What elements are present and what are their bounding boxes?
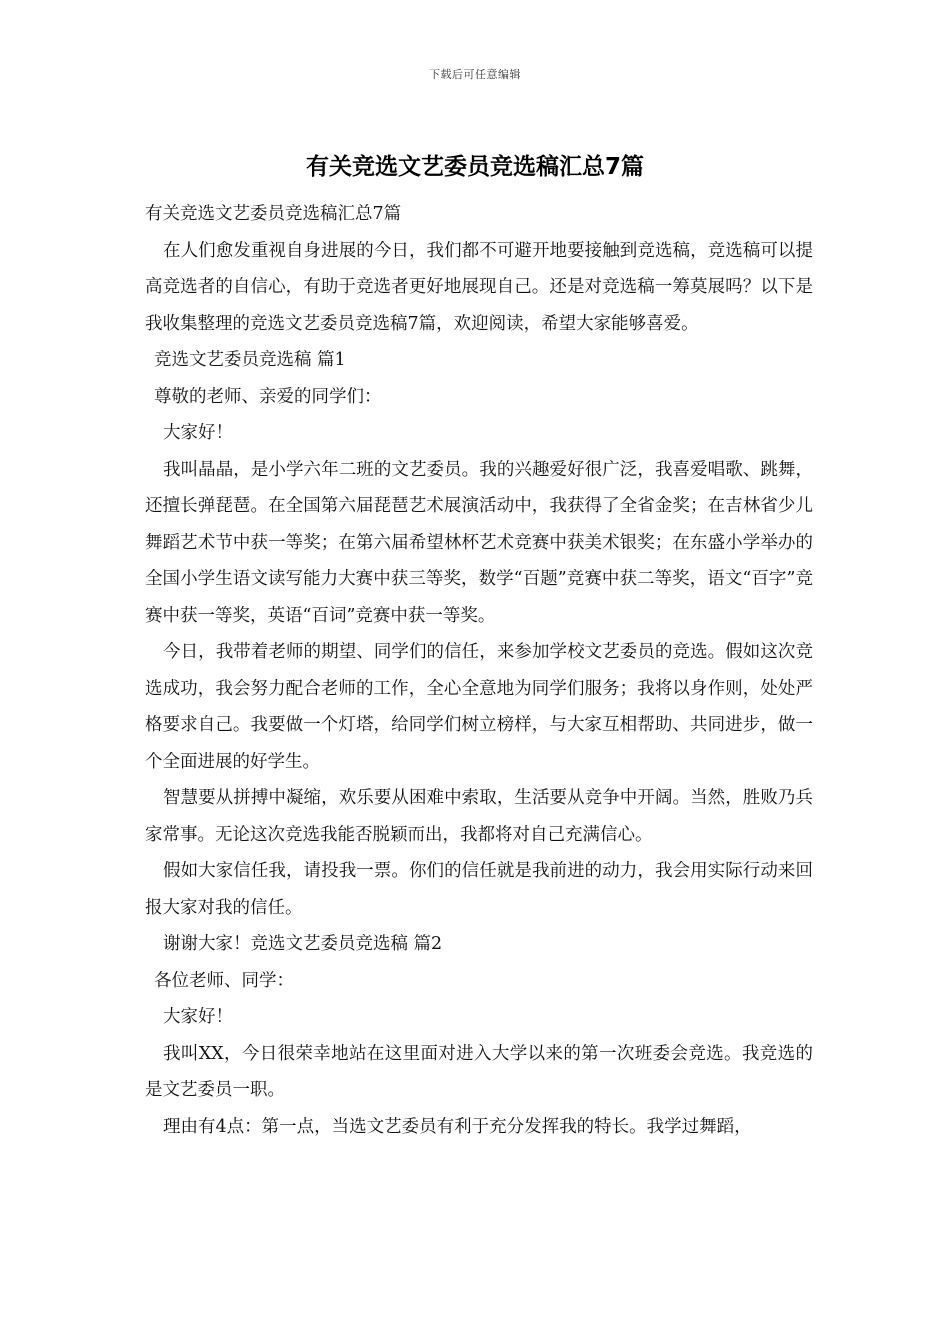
section-heading-1: 竞选文艺委员竞选稿 篇1 bbox=[154, 350, 346, 370]
body-paragraph: 智慧要从拼搏中凝缩，欢乐要从困难中索取，生活要从竞争中开阔。当然，胜败乃兵家常事。无论这次竞选我能否脱颖而出，我都将对自己充满信心。 bbox=[145, 788, 813, 845]
subtitle-paragraph: 有关竞选文艺委员竞选稿汇总7篇 bbox=[145, 204, 402, 224]
salutation: 尊敬的老师、亲爱的同学们： bbox=[154, 386, 382, 407]
body-paragraph: 我叫XX，今日很荣幸地站在这里面对进入大学以来的第一次班委会竞选。我竞选的是文艺委员一职。 bbox=[145, 1043, 813, 1100]
body-paragraph: 假如大家信任我，请投我一票。你们的信任就是我前进的动力，我会用实际行动来回报大家对我的信任。 bbox=[145, 861, 813, 918]
greeting: 大家好！ bbox=[163, 1007, 233, 1027]
document-title: 有关竞选文艺委员竞选稿汇总7篇 bbox=[305, 154, 644, 180]
greeting: 大家好！ bbox=[163, 423, 233, 443]
intro-paragraph: 在人们愈发重视自身进展的今日，我们都不可避开地要接触到竞选稿，竞选稿可以提高竞选者的自信心，有助于竞选者更好地展现自己。还是对竞选稿一筹莫展吗？以下是我收集整理的竞选文艺委员竞选稿7篇，欢迎阅读，希望大家能够喜爱。 bbox=[145, 240, 813, 334]
page-header-note: 下载后可任意编辑 bbox=[429, 68, 521, 81]
salutation: 各位老师、同学： bbox=[154, 970, 294, 991]
body-paragraph: 我叫晶晶，是小学六年二班的文艺委员。我的兴趣爱好很广泛，我喜爱唱歌、跳舞，还擅长弹琵琶。在全国第六届琵琶艺术展演活动中，我获得了全省金奖；在吉林省少儿舞蹈艺术节中获一等奖；在第六届希望林杯艺术竞赛中获美术银奖；在东盛小学举办的全国小学生语文读写能力大赛中获三等奖，数学“百题”竞赛中获二等奖，语文“百字”竞赛中获一等奖，英语“百词”竞赛中获一等奖。 bbox=[145, 459, 813, 626]
body-paragraph: 今日，我带着老师的期望、同学们的信任，来参加学校文艺委员的竞选。假如这次竞选成功，我会努力配合老师的工作，全心全意地为同学们服务；我将以身作则，处处严格要求自己。我要做一个灯塔，给同学们树立榜样，与大家互相帮助、共同进步，做一个全面进展的好学生。 bbox=[145, 642, 813, 772]
document-body bbox=[145, 196, 813, 1145]
closing-and-section-heading-2: 谢谢大家！竞选文艺委员竞选稿 篇2 bbox=[163, 934, 443, 954]
body-paragraph: 理由有4点：第一点，当选文艺委员有利于充分发挥我的特长。我学过舞蹈， bbox=[163, 1116, 752, 1137]
